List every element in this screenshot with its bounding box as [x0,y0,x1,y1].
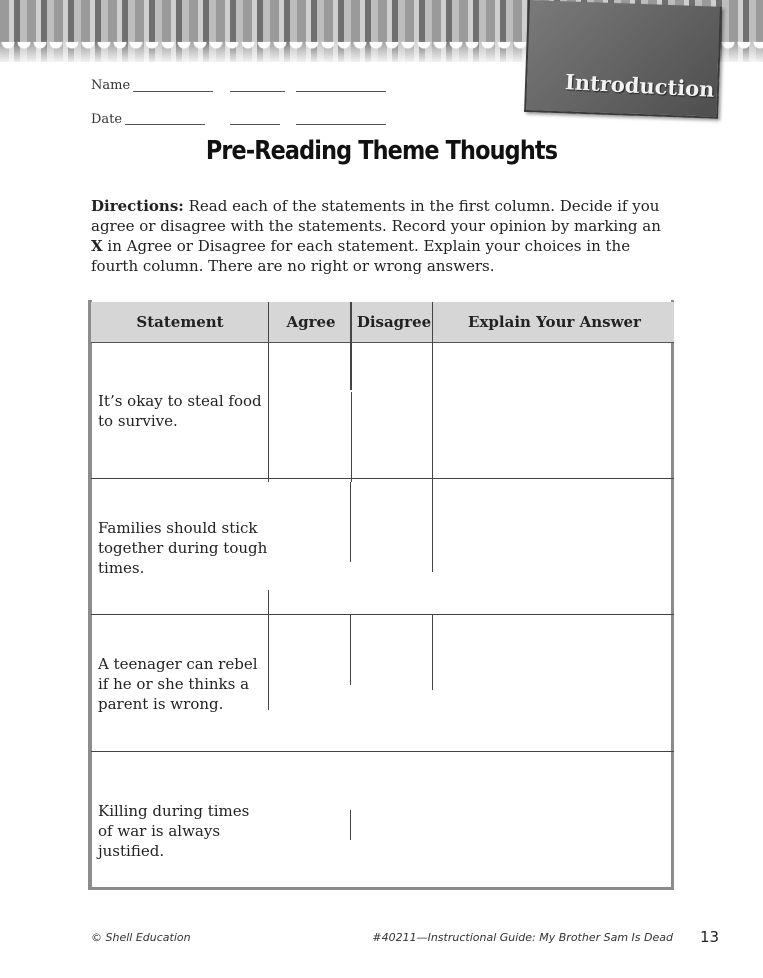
footer-guide-title: #40211—Instructional Guide: My Brother Sam Is Dead [372,931,673,944]
row3-divider-explain [432,615,433,690]
date-line-3[interactable] [296,124,386,125]
row1-divider-disagree [351,392,352,482]
row3-divider-disagree [350,615,351,685]
section-tab-label: Introduction [564,69,716,102]
row1-explain-cell[interactable] [434,344,670,476]
row1-divider-agree [268,342,269,482]
directions-x-mark: X [91,237,103,255]
opinion-table [88,300,674,890]
table-row-4-statement: Killing during times of war is always justified. [98,802,250,860]
column-header-disagree: Disagree [356,313,432,331]
name-line-2[interactable] [230,91,285,92]
header-divider-3 [432,302,433,342]
row1-disagree-cell[interactable] [354,344,430,476]
row4-divider-disagree [350,810,351,840]
row3-divider-agree [268,590,269,710]
row4-agree-cell[interactable] [270,753,348,883]
row2-explain-cell[interactable] [434,480,670,612]
directions-text-2: in Agree or Disagree for each statement. Explain your choices in the fourth column. There are no right or wrong answers. [91,237,631,275]
date-label: Date [91,112,123,127]
row-divider-3 [91,751,674,752]
directions-lead: Directions: [91,197,184,215]
table-header-row [91,302,674,343]
date-line-2[interactable] [230,124,280,125]
header-divider-1 [268,302,269,342]
column-header-statement: Statement [136,313,224,331]
row3-explain-cell[interactable] [434,616,670,749]
page-title: Pre-Reading Theme Thoughts [205,136,558,166]
directions-paragraph [91,196,676,276]
row2-agree-cell[interactable] [270,480,348,612]
row3-disagree-cell[interactable] [354,616,430,749]
column-header-agree: Agree [286,313,336,331]
date-line-1[interactable] [125,124,205,125]
page-number: 13 [700,928,720,946]
row1-agree-cell[interactable] [270,344,348,476]
row2-disagree-cell[interactable] [354,480,430,612]
table-row-3-statement: A teenager can rebel if he or she thinks a parent is wrong. [98,655,258,713]
table-row-2-statement: Families should stick together during tough times. [98,519,268,577]
name-label: Name [91,78,131,93]
directions-text-1: Read each of the statements in the first column. Decide if you agree or disagree with the statements. Record your opinion by marking an [91,197,661,235]
table-row-1-statement: It’s okay to steal food to survive. [98,392,262,430]
row2-divider-disagree [350,482,351,562]
row1-divider-explain [432,342,433,482]
footer-copyright: © Shell Education [91,931,191,944]
row4-disagree-cell[interactable] [354,753,430,883]
row-divider-1 [91,478,674,479]
section-tab [524,0,722,119]
header-divider-2 [350,302,352,390]
row-divider-2 [91,614,674,615]
row4-explain-cell[interactable] [434,753,670,883]
column-header-explain: Explain Your Answer [468,313,641,331]
name-line-3[interactable] [296,91,386,92]
row3-agree-cell[interactable] [270,616,348,749]
row2-divider-explain [432,482,433,572]
name-line-1[interactable] [133,91,213,92]
